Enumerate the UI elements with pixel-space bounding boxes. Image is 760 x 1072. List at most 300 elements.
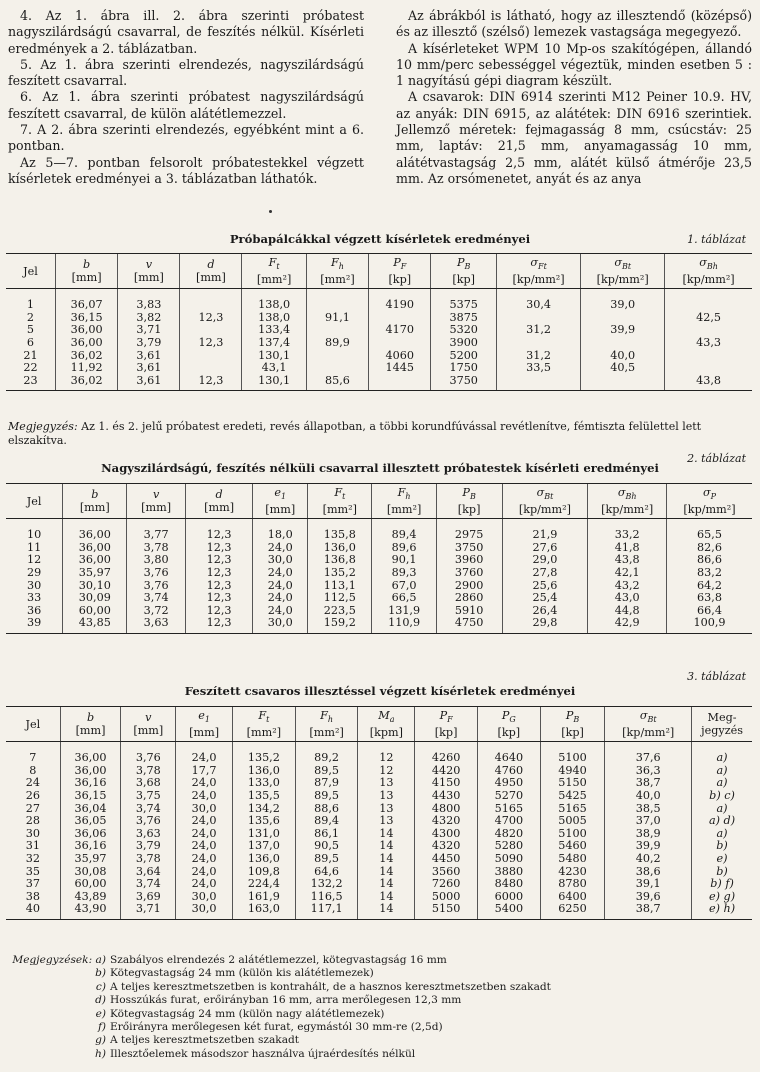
table-row xyxy=(6,790,752,803)
table-cell: b) xyxy=(692,866,752,879)
table-cell: 13 xyxy=(358,803,415,816)
table-cell: 3,69 xyxy=(121,891,176,904)
table-cell: 66,4 xyxy=(667,605,752,618)
table-cell: 3,64 xyxy=(121,866,176,879)
table-cell: 135,8 xyxy=(308,529,372,542)
table-cell: 44,8 xyxy=(588,605,667,618)
table-cell: 36,00 xyxy=(63,554,127,567)
table-cell: 223,5 xyxy=(308,605,372,618)
table-cell: 67,0 xyxy=(372,580,436,593)
table-cell: 85,6 xyxy=(306,375,368,391)
table-cell: a) xyxy=(692,777,752,790)
table-cell: 3,74 xyxy=(127,592,185,605)
table-row xyxy=(6,299,752,312)
table-cell: 3,63 xyxy=(121,828,176,841)
table-cell: e) xyxy=(692,853,752,866)
table-cell: 100,9 xyxy=(667,617,752,633)
footnote xyxy=(8,954,752,967)
column-header: $P_G$ [kp] xyxy=(477,707,540,742)
table-cell: 8 xyxy=(29,763,37,777)
table-row xyxy=(6,554,752,567)
table-cell: 4800 xyxy=(415,803,478,816)
table-cell: 24,0 xyxy=(253,542,308,555)
table-cell: 24,0 xyxy=(253,592,308,605)
table-cell: 40,0 xyxy=(581,350,665,363)
column-header: Jel xyxy=(6,254,55,289)
table-cell: 132,2 xyxy=(295,878,358,891)
column-header: b [mm] xyxy=(55,254,117,289)
paragraph: Az 5—7. pontban felsorolt próbatestekkel végzett kísérletek eredményei a 3. táblázatban láthatók. xyxy=(8,154,364,186)
table-cell: 87,9 xyxy=(295,777,358,790)
table-cell: 36,00 xyxy=(63,529,127,542)
table-cell: 60,00 xyxy=(63,605,127,618)
table-cell: 3,72 xyxy=(127,605,185,618)
table-cell: 134,2 xyxy=(232,803,295,816)
header-row xyxy=(6,254,752,289)
table3-notes xyxy=(8,954,752,1061)
table-cell: 12,3 xyxy=(185,542,253,555)
table-cell: 39,6 xyxy=(605,891,692,904)
table-cell: 4260 xyxy=(415,752,478,765)
table-cell: 8480 xyxy=(477,878,540,891)
table-cell: 4150 xyxy=(415,777,478,790)
table-cell: 31,2 xyxy=(497,350,581,363)
table-cell: 37,6 xyxy=(605,752,692,765)
table-cell: 3,78 xyxy=(121,765,176,778)
column-header: d [mm] xyxy=(185,484,253,519)
column-header: $F_h$ [mm²] xyxy=(306,254,368,289)
table1-title: Próbapálcákkal végzett kísérletek eredményei xyxy=(229,232,531,246)
table-cell: 138,0 xyxy=(242,312,306,325)
table-cell: 36,05 xyxy=(60,815,121,828)
table-cell: 40,5 xyxy=(581,362,665,375)
table-row xyxy=(6,903,752,919)
table-cell: 86,1 xyxy=(295,828,358,841)
table-cell: 130,1 xyxy=(242,375,306,391)
table-cell: 137,4 xyxy=(242,337,306,350)
table-cell: 4950 xyxy=(477,777,540,790)
table-cell: 12,3 xyxy=(185,617,253,633)
table-cell: 36,3 xyxy=(605,765,692,778)
table-cell: 3,61 xyxy=(118,362,180,375)
table-cell: 26 xyxy=(25,789,40,803)
table-cell: 3960 xyxy=(436,554,502,567)
table-cell: 36 xyxy=(26,603,42,617)
table-cell: a) xyxy=(692,765,752,778)
footnote-text: Szabályos elrendezés 2 alátétlemezzel, kötegvastagság 16 mm xyxy=(110,954,447,966)
footnote-label: b) xyxy=(95,967,106,980)
table-cell: 32 xyxy=(25,851,40,865)
table-cell: 24,0 xyxy=(253,605,308,618)
table-cell: 136,0 xyxy=(232,765,295,778)
table-cell: 3,79 xyxy=(118,337,180,350)
table-cell: 65,5 xyxy=(667,529,752,542)
table-cell: 64,6 xyxy=(295,866,358,879)
column-header: $\sigma_{Bt}$ [kp/mm²] xyxy=(502,484,588,519)
table-cell: 117,1 xyxy=(295,903,358,919)
table-cell xyxy=(306,362,368,375)
table-cell: 5425 xyxy=(540,790,605,803)
table-cell: 4190 xyxy=(369,299,431,312)
table-cell: 38,5 xyxy=(605,803,692,816)
table-cell: 1 xyxy=(26,298,35,312)
table-cell: 30 xyxy=(26,578,42,592)
table-cell: 3560 xyxy=(415,866,478,879)
table-row xyxy=(6,375,752,391)
table-cell: 7260 xyxy=(415,878,478,891)
table-cell: 43,0 xyxy=(588,592,667,605)
table-cell: 89,2 xyxy=(295,752,358,765)
table-cell: 39 xyxy=(6,617,63,633)
table-cell: 113,1 xyxy=(308,580,372,593)
table-cell: 3,82 xyxy=(118,312,180,325)
table-cell: 89,3 xyxy=(372,567,436,580)
footnote-text: Illesztőelemek másodszor használva újraérdesítés nélkül xyxy=(110,1047,416,1060)
table-cell: 12,3 xyxy=(185,592,253,605)
decorative-dot xyxy=(269,210,272,213)
table-cell: 4420 xyxy=(415,765,478,778)
table-row xyxy=(6,567,752,580)
table-cell: 5375 xyxy=(431,299,497,312)
table-cell: 3,63 xyxy=(127,617,185,633)
table-cell: a) xyxy=(692,828,752,841)
table-cell: 63,8 xyxy=(667,592,752,605)
table-cell: 30,09 xyxy=(63,592,127,605)
table-cell: 36,16 xyxy=(60,840,121,853)
right-column xyxy=(396,8,752,187)
column-header: v [mm] xyxy=(127,484,185,519)
table-cell: 11 xyxy=(26,540,42,554)
column-header: $F_t$ [mm²] xyxy=(242,254,306,289)
table-cell: 135,2 xyxy=(308,567,372,580)
table-row xyxy=(6,350,752,363)
table-cell: 88,6 xyxy=(295,803,358,816)
table-row xyxy=(6,324,752,337)
table-cell: 30 xyxy=(25,826,40,840)
table-cell: 3875 xyxy=(431,312,497,325)
table-cell: 27,6 xyxy=(502,542,588,555)
table-cell: 43,89 xyxy=(60,891,121,904)
table-cell: 131,0 xyxy=(232,828,295,841)
table-cell: 5480 xyxy=(540,853,605,866)
table-row xyxy=(6,617,752,633)
table-cell: 36,15 xyxy=(55,312,117,325)
footnote xyxy=(8,1034,752,1047)
table-cell: 43,85 xyxy=(63,617,127,633)
table-cell: 89,5 xyxy=(295,853,358,866)
table-cell: 30,10 xyxy=(63,580,127,593)
table-cell: e) h) xyxy=(692,903,752,919)
table-cell: 13 xyxy=(358,815,415,828)
table-cell: 21,9 xyxy=(502,529,588,542)
note-text: Az 1. és 2. jelű próbatest eredeti, revés állapotban, a többi korundfúvással revétlenítve, fémtiszta felülettel lett elszakítva. xyxy=(8,420,702,447)
table-cell: 5270 xyxy=(477,790,540,803)
table-row xyxy=(6,605,752,618)
table-cell: 116,5 xyxy=(295,891,358,904)
table-cell: 1750 xyxy=(431,362,497,375)
table-cell: 3,79 xyxy=(121,840,176,853)
table-cell: 12 xyxy=(358,752,415,765)
table-cell: 29,0 xyxy=(502,554,588,567)
table-cell: 28 xyxy=(25,814,40,828)
column-header: $\sigma_{Bh}$ [kp/mm²] xyxy=(588,484,667,519)
paragraph: A csavarok: DIN 6914 szerinti M12 Peiner 10.9. HV, az anyák: DIN 6915, az alátétek: DIN 6916 szerintiek. Jellemző méretek: fejmagasság 8 mm, csúcstáv: 25 mm, laptáv: 21,5 mm, anyamagasság 10 mm, alátétvastagság 2,5 mm, alátét külső átmérője 23,5 mm. Az orsómenetet, anyát és az anya xyxy=(396,89,752,186)
table-cell: 89,9 xyxy=(306,337,368,350)
table-cell: 3,77 xyxy=(127,529,185,542)
footnote xyxy=(8,981,752,994)
table-cell xyxy=(306,299,368,312)
table-cell: 5200 xyxy=(431,350,497,363)
table-cell: 3750 xyxy=(436,542,502,555)
table-cell xyxy=(581,337,665,350)
table-cell: 112,5 xyxy=(308,592,372,605)
table-cell: 37,0 xyxy=(605,815,692,828)
table-cell xyxy=(497,337,581,350)
table-cell: 5910 xyxy=(436,605,502,618)
table-cell: 159,2 xyxy=(308,617,372,633)
table-cell xyxy=(369,337,431,350)
table-cell: 4060 xyxy=(369,350,431,363)
table-cell: 39,1 xyxy=(605,878,692,891)
table-cell: 41,8 xyxy=(588,542,667,555)
table-cell: 64,2 xyxy=(667,580,752,593)
paragraph: 5. Az 1. ábra szerinti elrendezés, nagyszilárdságú feszített csavarral. xyxy=(8,56,364,89)
table-cell: 36,00 xyxy=(60,752,121,765)
paragraph: Az ábrákból is látható, hogy az illesztendő (középső) és az illesztő (szélső) lemezek vastagsága megegyező. xyxy=(396,8,752,40)
table-cell: 17,7 xyxy=(176,765,233,778)
paragraph: 7. A 2. ábra szerinti elrendezés, egyébként mint a 6. pontban. xyxy=(8,122,364,154)
table-cell: a) xyxy=(692,752,752,765)
table-cell: 135,5 xyxy=(232,790,295,803)
table2-title: Nagyszilárdságú, feszítés nélküli csavarral illesztett próbatestek kísérleti eredményei xyxy=(101,461,659,475)
table-cell xyxy=(180,362,242,375)
table-cell: 3,75 xyxy=(121,790,176,803)
column-header: $F_t$ [mm²] xyxy=(232,707,295,742)
footnote-text: Hosszúkás furat, erőirányban 16 mm, arra merőlegesen 12,3 mm xyxy=(110,994,462,1007)
table-cell: a) d) xyxy=(692,815,752,828)
table-cell: 12,3 xyxy=(185,554,253,567)
table-cell: 40 xyxy=(6,903,60,919)
column-header: $P_B$ [kp] xyxy=(436,484,502,519)
table-cell: 26,4 xyxy=(502,605,588,618)
table-cell: 5280 xyxy=(477,840,540,853)
table-cell: 33,2 xyxy=(588,529,667,542)
table-cell: 43,2 xyxy=(588,580,667,593)
table-cell: 36,02 xyxy=(55,350,117,363)
table-cell: 29,8 xyxy=(502,617,588,633)
table3 xyxy=(6,706,752,920)
table-cell: 29 xyxy=(26,566,42,580)
table-cell: 6400 xyxy=(540,891,605,904)
table-cell: 131,9 xyxy=(372,605,436,618)
table-cell: 4430 xyxy=(415,790,478,803)
table-cell: 36,06 xyxy=(60,828,121,841)
table-cell: 24,0 xyxy=(176,752,233,765)
table-cell: 30,0 xyxy=(253,617,308,633)
footnote-label: d) xyxy=(95,994,106,1007)
table-cell: 12 xyxy=(358,765,415,778)
table-cell: 66,5 xyxy=(372,592,436,605)
table-cell: 5460 xyxy=(540,840,605,853)
table-cell: 39,0 xyxy=(581,299,665,312)
table-cell: b) xyxy=(692,840,752,853)
paragraph: 6. Az 1. ábra szerinti próbatest nagyszilárdságú feszített csavarral, de külön alátétlemezzel. xyxy=(8,89,364,121)
table-cell: 37 xyxy=(25,877,40,891)
footnote-label: Megjegyzések: a) xyxy=(12,954,106,966)
table-cell: 5150 xyxy=(415,903,478,919)
table-cell: 3760 xyxy=(436,567,502,580)
table-cell: 31,2 xyxy=(497,324,581,337)
table-cell: 130,1 xyxy=(242,350,306,363)
footnote-label: c) xyxy=(95,980,106,993)
table-cell: 138,0 xyxy=(242,299,306,312)
table-cell: 22 xyxy=(23,361,38,375)
table-cell xyxy=(581,375,665,391)
footnote-text: Erőirányra merőlegesen két furat, egymástól 30 mm-re (2,5d) xyxy=(110,1021,443,1034)
footnote xyxy=(8,1048,752,1061)
column-header: $F_t$ [mm²] xyxy=(308,484,372,519)
column-header: $P_B$ [kp] xyxy=(540,707,605,742)
table-cell: 39,9 xyxy=(581,324,665,337)
table-cell: 35,97 xyxy=(63,567,127,580)
table-cell: 12,3 xyxy=(180,312,242,325)
table-cell: 31 xyxy=(25,839,40,853)
table-cell xyxy=(180,299,242,312)
table-cell: 4750 xyxy=(436,617,502,633)
column-header: v [mm] xyxy=(118,254,180,289)
table-cell: 24,0 xyxy=(176,853,233,866)
table3-title: Feszített csavaros illesztéssel végzett kísérletek eredményei xyxy=(184,684,576,698)
table-cell: 7 xyxy=(29,751,37,765)
table-cell xyxy=(369,375,431,391)
table-cell: 3,76 xyxy=(121,815,176,828)
column-header: $\sigma_P$ [kp/mm²] xyxy=(667,484,752,519)
table-cell: 35,97 xyxy=(60,853,121,866)
text-columns xyxy=(8,8,752,187)
table-cell: 5165 xyxy=(477,803,540,816)
table-cell: 24,0 xyxy=(176,866,233,879)
table-cell: 5400 xyxy=(477,903,540,919)
table-cell: 3,74 xyxy=(121,878,176,891)
table-cell: 8780 xyxy=(540,878,605,891)
table-cell: 136,0 xyxy=(308,542,372,555)
table-cell: 24,0 xyxy=(253,567,308,580)
table-cell: 110,9 xyxy=(372,617,436,633)
table-cell: 3,78 xyxy=(121,853,176,866)
table-row xyxy=(6,853,752,866)
column-header: $e_1$ [mm] xyxy=(176,707,233,742)
table-cell: 4320 xyxy=(415,840,478,853)
table-cell: 12,3 xyxy=(185,580,253,593)
table-cell: 14 xyxy=(358,866,415,879)
table-cell: 3,71 xyxy=(121,903,176,919)
table-row xyxy=(6,362,752,375)
column-header: $F_h$ [mm²] xyxy=(372,484,436,519)
paragraph: 4. Az 1. ábra ill. 2. ábra szerinti próbatest nagyszilárdságú csavarral, de feszítés nélkül. Kísérleti eredmények a 2. táblázatban. xyxy=(8,8,364,56)
table-cell: 38,6 xyxy=(605,866,692,879)
table-cell: 4940 xyxy=(540,765,605,778)
table-cell: 3,83 xyxy=(118,299,180,312)
table-cell: 109,8 xyxy=(232,866,295,879)
table-cell: 36,00 xyxy=(60,765,121,778)
table-cell: 27,8 xyxy=(502,567,588,580)
table-cell: 24,0 xyxy=(176,878,233,891)
column-header: $e_1$ [mm] xyxy=(253,484,308,519)
table-cell: 133,0 xyxy=(232,777,295,790)
table-cell: 14 xyxy=(358,891,415,904)
table-cell: b) c) xyxy=(692,790,752,803)
table-cell: 5 xyxy=(26,323,35,337)
table1-number: 1. táblázat xyxy=(687,233,746,246)
table-cell: 18,0 xyxy=(253,529,308,542)
footnote-text: Kötegvastagság 24 mm (külön kis alátétlemezek) xyxy=(110,967,374,980)
table-cell: 24,0 xyxy=(176,828,233,841)
column-header: $\sigma_{Bh}$ [kp/mm²] xyxy=(665,254,752,289)
footnote-label: e) xyxy=(95,1007,106,1020)
table-row xyxy=(6,878,752,891)
table-cell: 4230 xyxy=(540,866,605,879)
table-cell: 5000 xyxy=(415,891,478,904)
table-cell: 12,3 xyxy=(185,529,253,542)
table-cell: 27 xyxy=(25,801,40,815)
footnote-label: f) xyxy=(97,1021,106,1034)
table-cell: 82,6 xyxy=(667,542,752,555)
table-cell: 2 xyxy=(26,310,35,324)
table-cell xyxy=(180,350,242,363)
table-cell: 89,4 xyxy=(372,529,436,542)
table-cell: 36,15 xyxy=(60,790,121,803)
table-cell: 43,3 xyxy=(665,337,752,350)
table-cell: 36,07 xyxy=(55,299,117,312)
table-cell: 2860 xyxy=(436,592,502,605)
table-cell: 12,3 xyxy=(180,375,242,391)
table-cell: 36,16 xyxy=(60,777,121,790)
column-header: $\sigma_{Ft}$ [kp/mm²] xyxy=(497,254,581,289)
table-cell: 4300 xyxy=(415,828,478,841)
column-header: $M_a$ [kpm] xyxy=(358,707,415,742)
table-cell: 14 xyxy=(358,853,415,866)
table-cell: 38,9 xyxy=(605,828,692,841)
table-cell: 38 xyxy=(25,889,40,903)
table-cell: 4170 xyxy=(369,324,431,337)
footnote xyxy=(8,994,752,1007)
table-cell: 30,0 xyxy=(253,554,308,567)
header-row xyxy=(6,484,752,519)
table-cell: 1445 xyxy=(369,362,431,375)
footnote xyxy=(8,1021,752,1034)
table-cell: 89,5 xyxy=(295,765,358,778)
table1 xyxy=(6,253,752,391)
table-cell: 60,00 xyxy=(60,878,121,891)
table-cell: 161,9 xyxy=(232,891,295,904)
left-column xyxy=(8,8,364,187)
column-header: Jel xyxy=(6,707,60,742)
table-cell: 24,0 xyxy=(253,580,308,593)
table-cell: 43,8 xyxy=(665,375,752,391)
table-cell: 224,4 xyxy=(232,878,295,891)
table-cell: 5320 xyxy=(431,324,497,337)
table-cell: 25,6 xyxy=(502,580,588,593)
table-cell: 133,4 xyxy=(242,324,306,337)
table-cell: 6250 xyxy=(540,903,605,919)
table-cell: 86,6 xyxy=(667,554,752,567)
table-cell: 89,5 xyxy=(295,790,358,803)
table-cell: 90,5 xyxy=(295,840,358,853)
table-cell: 3,76 xyxy=(127,567,185,580)
table-cell: 3,76 xyxy=(121,752,176,765)
table-cell: 3,78 xyxy=(127,542,185,555)
table-cell: 89,6 xyxy=(372,542,436,555)
